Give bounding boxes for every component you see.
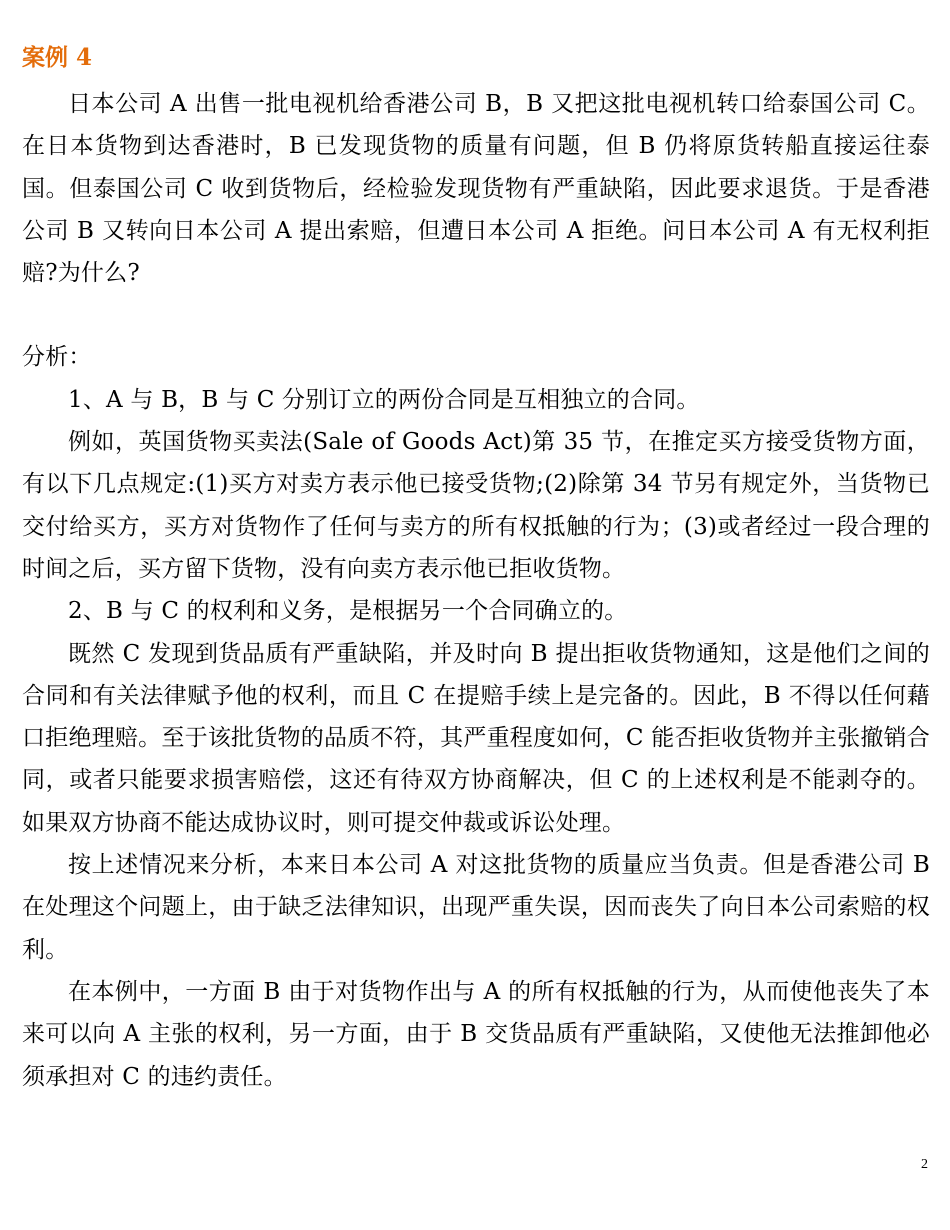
analysis-paragraph-4: 既然 C 发现到货品质有严重缺陷，并及时向 B 提出拒收货物通知，这是他们之间的合同和有关法律赋予他的权利，而且 C 在提赔手续上是完备的。因此，B 不得以任何藉口拒绝理赔。至于该批货物的品质不符，其严重程度如何，C 能否拒收货物并主张撤销合同，或者只能要求损害赔偿，这还有待双方协商解决，但 C 的上述权利是不能剥夺的。如果双方协商不能达成协议时，则可提交仲裁或诉讼处理。 (22, 640, 930, 836)
analysis-label: 分析： (22, 344, 92, 371)
document-page (22, 40, 930, 1098)
case-title: 案例 4 (22, 44, 93, 71)
analysis-paragraph-5: 按上述情况来分析，本来日本公司 A 对这批货物的质量应当负责。但是香港公司 B 在处理这个问题上，由于缺乏法律知识，出现严重失误，因而丧失了向日本公司索赔的权利。 (22, 852, 930, 963)
analysis-paragraph-3: 2、B 与 C 的权利和义务，是根据另一个合同确立的。 (68, 598, 628, 625)
case-question: 日本公司 A 出售一批电视机给香港公司 B，B 又把这批电视机转口给泰国公司 C。在日本货物到达香港时，B 已发现货物的质量有问题，但 B 仍将原货转船直接运往泰国。但泰国公司 C 收到货物后，经检验发现货物有严重缺陷，因此要求退货。于是香港公司 B 又转向日本公司 A 提出索赔，但遭日本公司 A 拒绝。问日本公司 A 有无权利拒赔?为什么? (22, 91, 930, 287)
analysis-paragraph-6: 在本例中，一方面 B 由于对货物作出与 A 的所有权抵触的行为，从而使他丧失了本来可以向 A 主张的权利，另一方面，由于 B 交货品质有严重缺陷，又使他无法推卸他必须承担对 C 的违约责任。 (22, 978, 930, 1090)
analysis-paragraph-2: 例如，英国货物买卖法(Sale of Goods Act)第 35 节，在推定买方接受货物方面，有以下几点规定:(1)买方对卖方表示他已接受货物;(2)除第 34 节另有规定外，当货物已交付给买方，买方对货物作了任何与卖方的所有权抵触的行为；(3)或者经过一段合理的时间之后，买方留下货物，没有向卖方表示他已拒收货物。 (22, 429, 930, 582)
page-number: 2 (921, 1157, 928, 1172)
paragraph-spacer (22, 294, 930, 336)
analysis-paragraph-1: 1、A 与 B，B 与 C 分别订立的两份合同是互相独立的合同。 (68, 386, 700, 413)
